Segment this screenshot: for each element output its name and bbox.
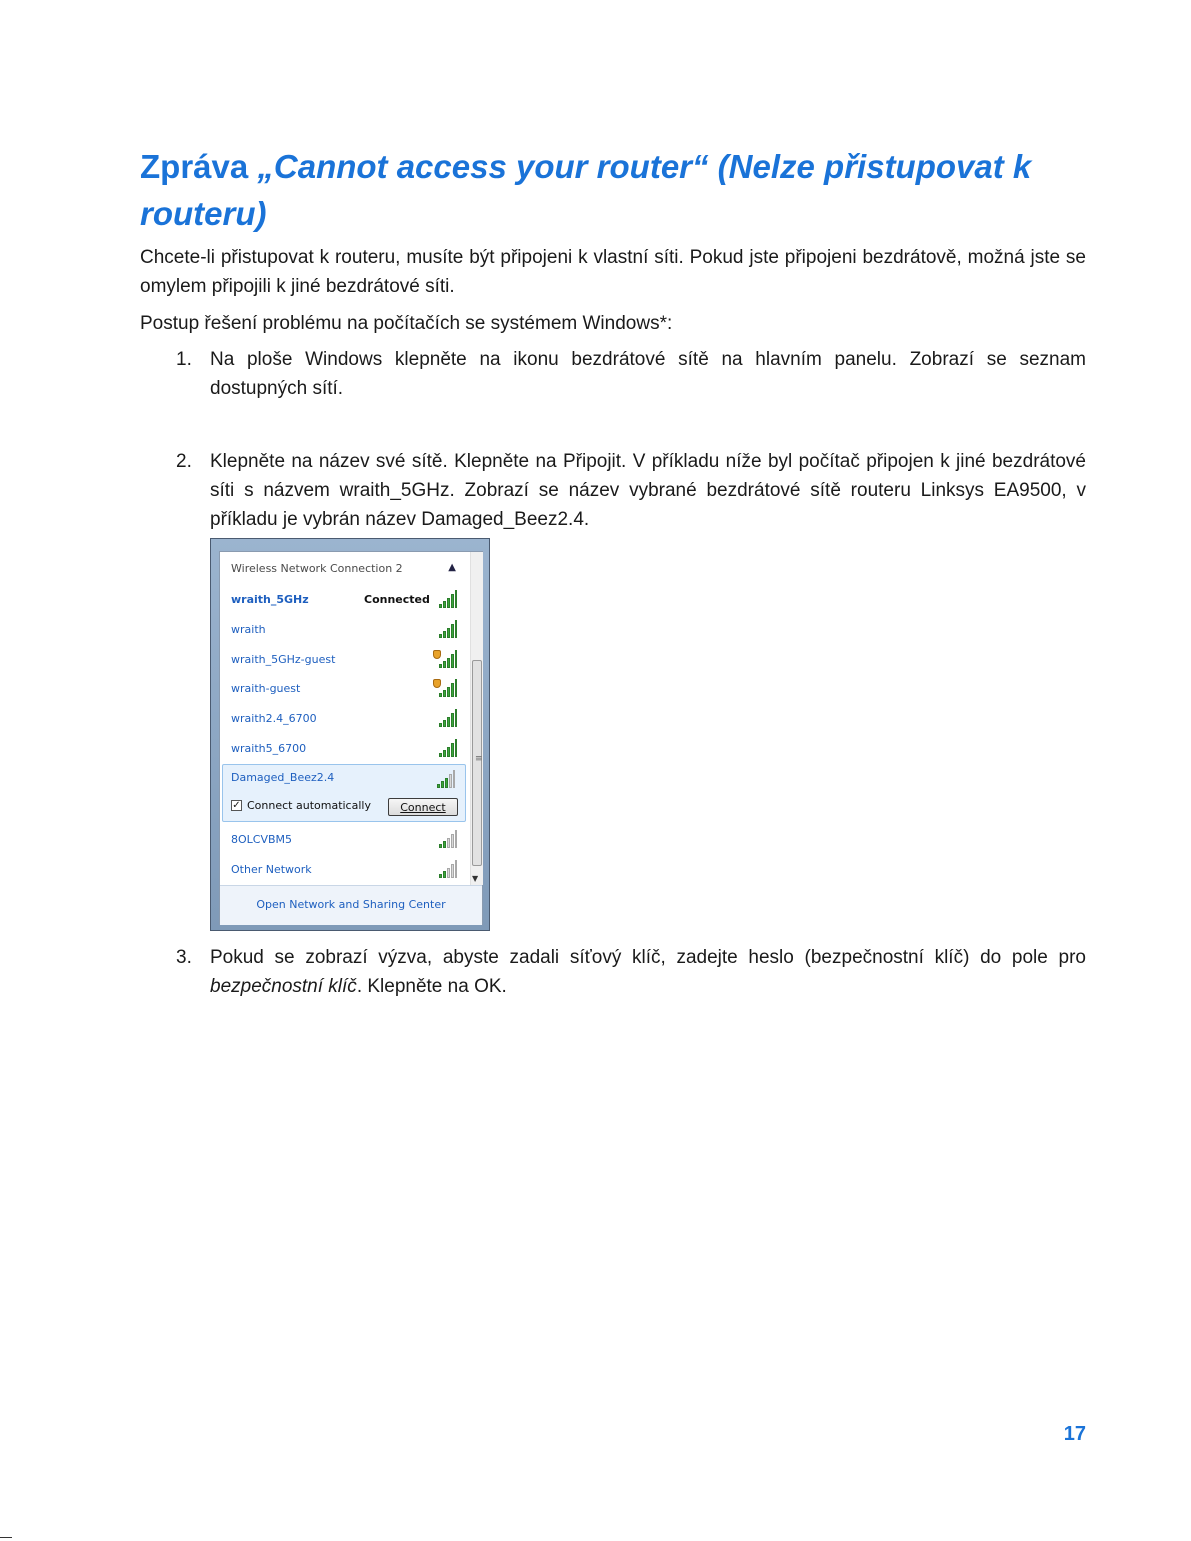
step-3-number: 3. [176, 947, 192, 968]
network-name: 8OLCVBM5 [231, 833, 293, 846]
popup-panel [219, 551, 483, 925]
signal-strength-icon [435, 739, 457, 757]
connection-group-header[interactable] [231, 562, 456, 580]
network-name: wraith [231, 623, 266, 636]
signal-strength-icon [435, 620, 457, 638]
open-network-sharing-center-link[interactable]: Open Network and Sharing Center [220, 885, 482, 925]
network-list-scrollbar[interactable] [470, 552, 483, 885]
network-item[interactable] [231, 739, 457, 759]
network-item[interactable] [231, 830, 457, 850]
network-item[interactable] [231, 650, 457, 670]
network-name: wraith-guest [231, 682, 301, 695]
network-name: Other Network [231, 863, 312, 876]
scrollbar-thumb[interactable] [472, 660, 482, 866]
security-warning-shield-icon [433, 650, 441, 659]
step-3-text-before: Pokud se zobrazí výzva, abyste zadali síťový klíč, zadejte heslo (bezpečnostní klíč) do pole pro [210, 947, 1086, 968]
network-item[interactable] [231, 860, 457, 880]
heading-italic: „Cannot access your router“ (Nelze přistupovat k routeru) [140, 148, 1032, 232]
connect-automatically-checkbox[interactable]: ✓ [232, 800, 241, 811]
step-3-text [210, 943, 1086, 1001]
network-name: wraith_5GHz [231, 593, 309, 606]
security-warning-shield-icon [433, 679, 441, 688]
connect-automatically-label: Connect automatically [247, 799, 371, 812]
step-2-number: 2. [176, 451, 192, 472]
step-3-text-after: . Klepněte na OK. [356, 976, 507, 997]
connect-button[interactable]: Connect [388, 798, 458, 816]
step-1-number: 1. [176, 349, 192, 370]
group-header-label: Wireless Network Connection 2 [231, 562, 403, 575]
signal-strength-icon [435, 650, 457, 668]
chevron-up-icon[interactable]: ▲ [448, 562, 456, 573]
step-3-italic: bezpečnostní klíč [210, 976, 357, 997]
procedure-intro: Postup řešení problému na počítačích se systémem Windows*: [140, 313, 673, 334]
wireless-networks-popup [210, 538, 490, 931]
connected-status: Connected [364, 593, 430, 606]
network-name: wraith5_6700 [231, 742, 307, 755]
step-2-text: Klepněte na název své sítě. Klepněte na Připojit. V příkladu níže byl počítač připojen k jiné bezdrátové síti s názvem wraith_5GHz. Zobrazí se název vybrané bezdrátové sítě routeru Linksys EA9500, v příkladu je vybrán název Damaged_Beez2.4. [210, 451, 1086, 530]
signal-strength-icon [435, 860, 457, 878]
signal-strength-icon [435, 679, 457, 697]
grip-icon: ≡ [475, 754, 483, 764]
crop-mark [0, 1537, 12, 1538]
scroll-down-arrow-icon[interactable]: ▼ [472, 874, 479, 883]
signal-strength-icon [435, 590, 457, 608]
network-item-selected[interactable] [222, 764, 466, 822]
page-heading [140, 143, 1070, 237]
intro-paragraph: Chcete-li přistupovat k routeru, musíte být připojeni k vlastní síti. Pokud jste připojeni bezdrátově, možná jste se omylem připojili k jiné bezdrátové síti. [140, 247, 1086, 297]
signal-strength-icon [435, 709, 457, 727]
network-item[interactable] [231, 679, 457, 699]
network-name: wraith_5GHz-guest [231, 653, 336, 666]
network-item[interactable] [231, 709, 457, 729]
step-1-text: Na ploše Windows klepněte na ikonu bezdrátové sítě na hlavním panelu. Zobrazí se seznam dostupných sítí. [210, 349, 1086, 399]
network-name: Damaged_Beez2.4 [231, 771, 335, 784]
page-number: 17 [1063, 1423, 1086, 1445]
network-list [220, 552, 468, 885]
heading-prefix: Zpráva [140, 148, 258, 185]
network-item-connected[interactable] [231, 590, 457, 610]
network-name: wraith2.4_6700 [231, 712, 317, 725]
signal-strength-icon [433, 770, 455, 788]
signal-strength-icon [435, 830, 457, 848]
network-item[interactable] [231, 620, 457, 640]
